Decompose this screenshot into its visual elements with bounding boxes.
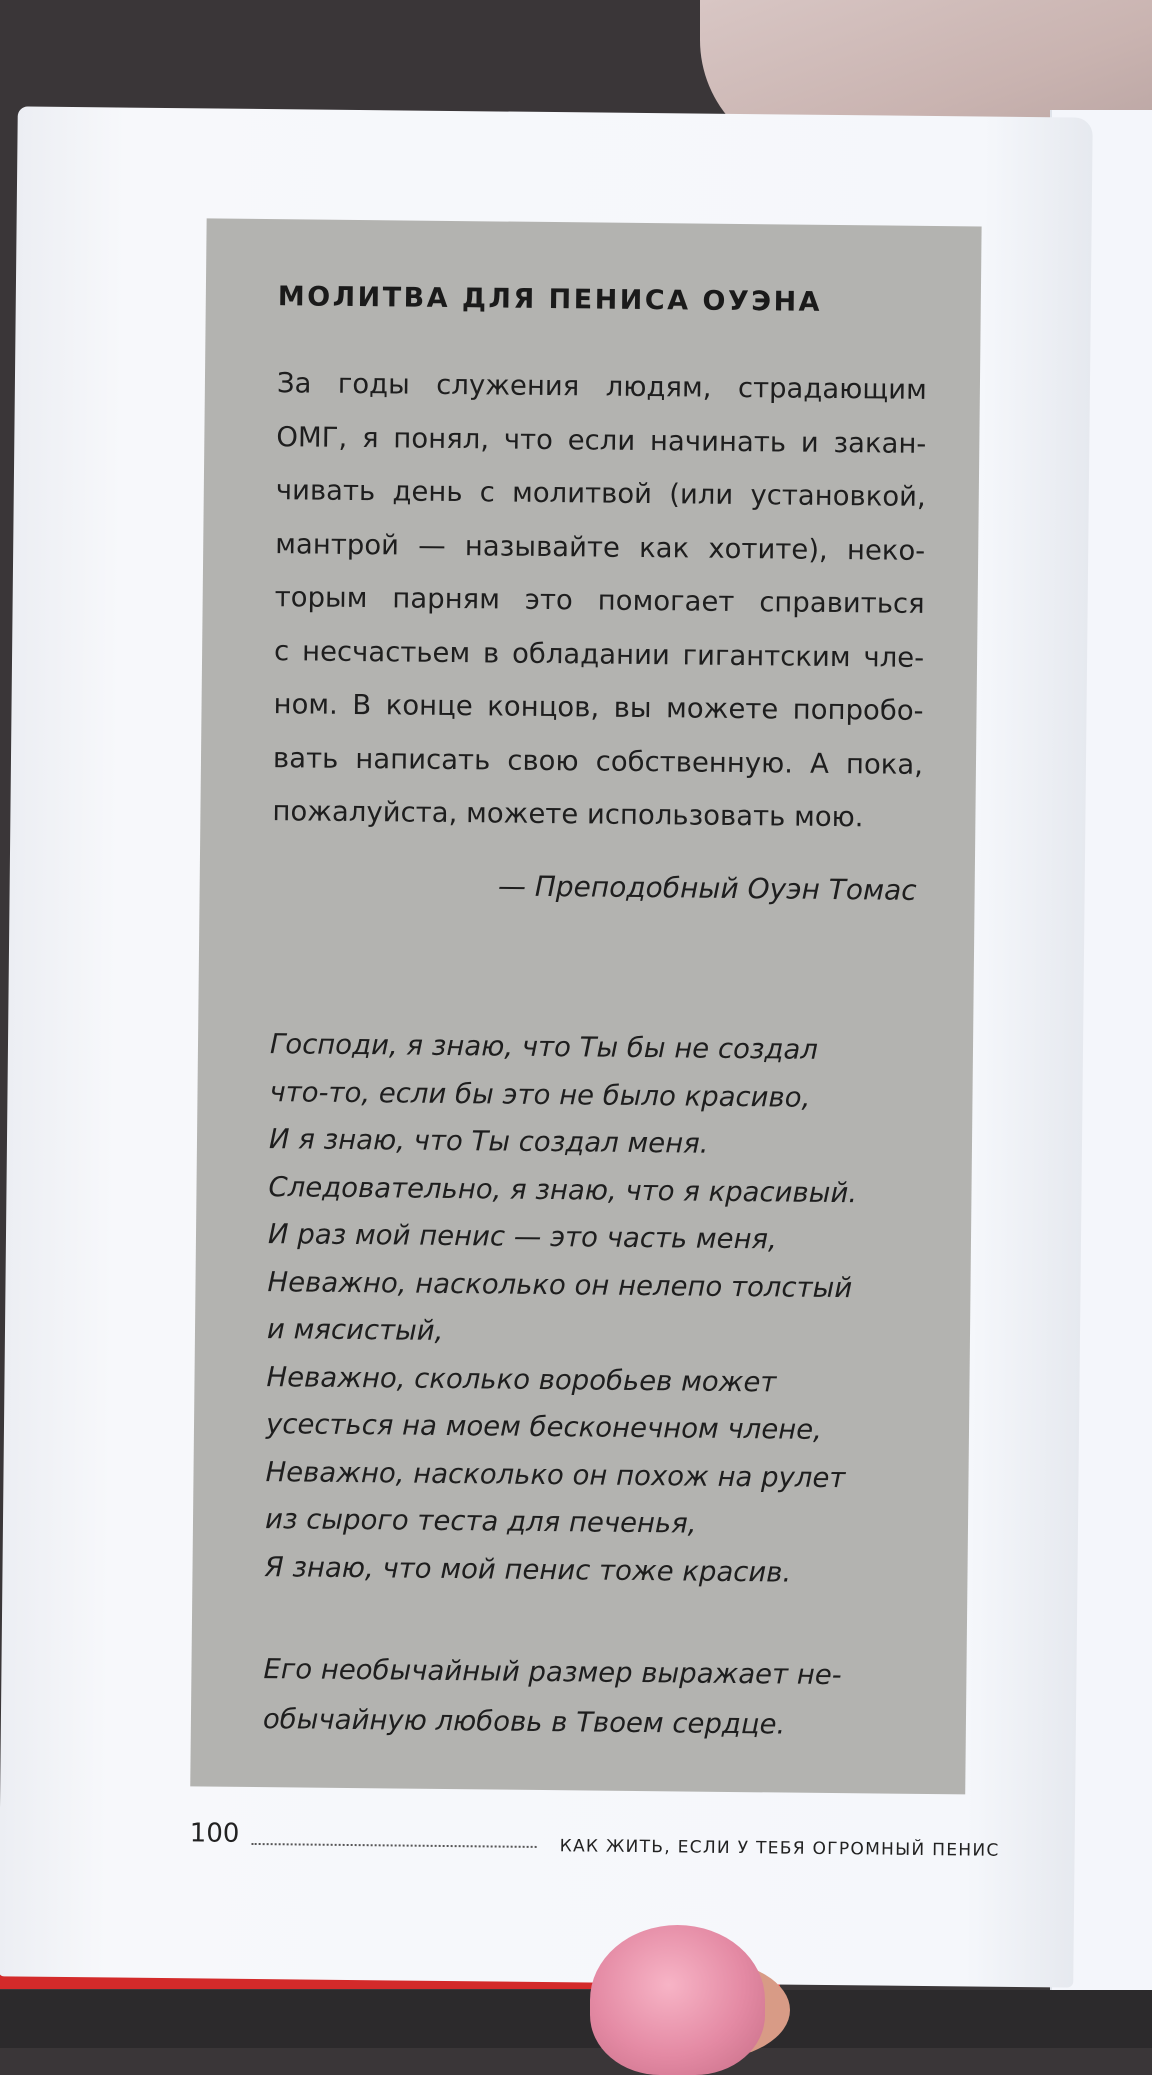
intro-line: торым парням это помогает справиться xyxy=(274,581,925,620)
dotted-leader xyxy=(252,1843,537,1848)
intro-line: За годы служения людям, страдающим xyxy=(276,367,928,406)
poem-line: И раз мой пенис — это часть меня, xyxy=(267,1218,777,1256)
intro-line: ном. В конце концов, вы можете попробо- xyxy=(273,688,924,727)
closing-line: обычайную любовь в Твоем сердце. xyxy=(262,1703,786,1741)
poem-line: Неважно, сколько воробьев может xyxy=(266,1360,777,1398)
poem-line: усесться на моем бесконечном члене, xyxy=(265,1408,823,1446)
closing-line: Его необычайный размер выражает не- xyxy=(263,1653,842,1692)
poem-line: Неважно, насколько он нелепо толстый xyxy=(267,1265,853,1304)
intro-line: вать написать свою собственную. А пока, xyxy=(272,741,924,781)
box-title: МОЛИТВА ДЛЯ ПЕНИСА ОУЭНА xyxy=(277,281,823,318)
poem-line: Я знаю, что мой пенис тоже красив. xyxy=(264,1550,792,1589)
poem-line: Неважно, насколько он похож на рулет xyxy=(265,1455,846,1494)
intro-line: чивать день с молитвой (или установкой, xyxy=(275,474,926,513)
background-surface xyxy=(0,1990,1152,2048)
running-title: КАК ЖИТЬ, ЕСЛИ У ТЕБЯ ОГРОМНЫЙ ПЕНИС xyxy=(559,1836,1000,1861)
book-page xyxy=(0,106,1093,1987)
poem-line: и мясистый, xyxy=(266,1313,444,1347)
intro-line: ОМГ, я понял, что если начинать и закан- xyxy=(276,420,927,460)
pink-fingernail xyxy=(590,1925,765,2075)
page-number: 100 xyxy=(189,1818,240,1849)
signature: — Преподобный Оуэн Томас xyxy=(497,869,917,907)
intro-line: с несчастьем в обладании гигантским чле- xyxy=(273,634,925,674)
intro-line: пожалуйста, можете использовать мою. xyxy=(272,795,864,834)
poem-line: Следовательно, я знаю, что я красивый. xyxy=(268,1170,858,1209)
intro-line: мантрой — называйте как хотите), неко- xyxy=(275,527,926,567)
poem-line: что-то, если бы это не было красиво, xyxy=(269,1075,811,1114)
poem-line: И я знаю, что Ты создал меня. xyxy=(268,1123,709,1160)
poem-line: из сырого теста для печенья, xyxy=(264,1503,697,1540)
intro-paragraph xyxy=(272,357,927,845)
sidebar-box xyxy=(190,218,981,1794)
page-footer xyxy=(189,1818,1000,1866)
closing-stanza xyxy=(263,1644,914,1751)
prayer-poem xyxy=(264,1021,920,1598)
poem-line: Господи, я знаю, что Ты бы не создал xyxy=(269,1028,819,1066)
